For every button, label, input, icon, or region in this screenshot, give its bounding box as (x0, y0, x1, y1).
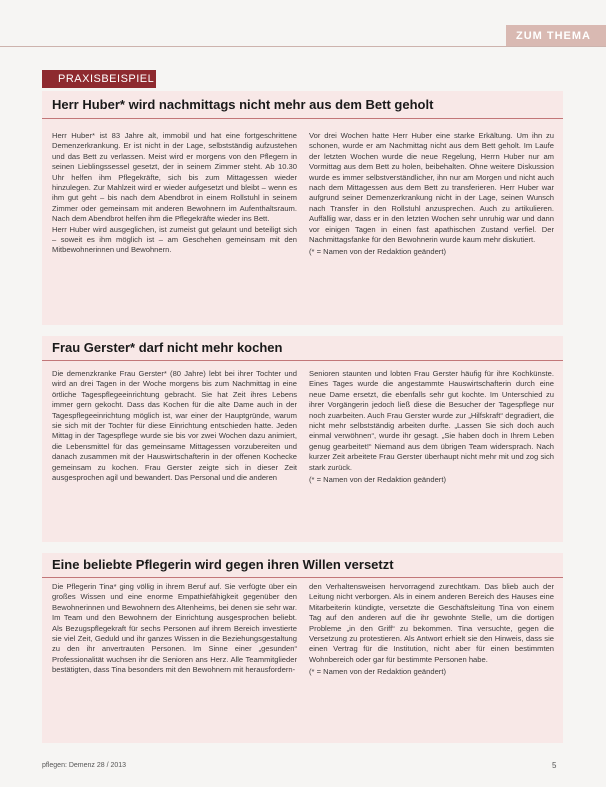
article-headline: Eine beliebte Pflegerin wird gegen ihren Willen versetzt (52, 557, 394, 572)
article-right-column (309, 582, 554, 740)
editor-note: (* = Namen von der Redaktion geändert) (309, 475, 446, 485)
article-left-column (52, 582, 297, 740)
headline-rule (42, 577, 563, 578)
article-paragraph: den Verhaltensweisen hervorragend zurechtkam. Das blieb auch der Leitung nicht verborgen. Als in einem anderen Bereich des Hauses eine Mitarbeiterin kündigte, versetzte die Geschäftsleitung Tina von einem Tag auf den anderen auf die ihr gewohnte Stelle, um die dortigen Probleme „in den Griff“ zu bekommen. Tina versuchte, gegen die Versetzung zu protestieren. Als Antwort erhielt sie den Hinweis, dass sie einen Vertrag für die Institution, nicht aber für einen bestimmten Wohnbereich oder gar für bestimmte Personen habe. (309, 582, 554, 664)
article-paragraph: Die demenzkranke Frau Gerster* (80 Jahre) lebt bei ihrer Tochter und wird an drei Tagen in der Woche morgens bis zum Nachmittag in eine örtliche Tagespflegeeinrichtung gebracht. Sie hat Zeit ihres Lebens immer gern gekocht. Dass das Kochen für die alte Dame auch in der Tagespflegeeinrichtung möglich ist, war einer der Hauptgründe, warum sie sich mit der Tochter für diese Einrichtung entschieden hatte. Jeden Mittag in der Tagespflege wurde sie bis vor zwei Wochen dazu animiert, die Lebensmittel für das gemeinsame Mittagessen vorzubereiten und danach zusammen mit der Hauswirtschafterin in der offenen Kochecke gemeinsam zu kochen. Frau Gerster zeigte sich in dieser Zeit ausgesprochen agil und bewandert. Das Personal und die anderen (52, 369, 297, 483)
article-left-column (52, 131, 297, 321)
footer-publication: pflegen: Demenz 28 / 2013 (42, 762, 127, 769)
headline-rule (42, 360, 563, 361)
article-headline: Frau Gerster* darf nicht mehr kochen (52, 340, 283, 355)
section-label: ZUM THEMA (516, 30, 591, 42)
headline-rule (42, 118, 563, 119)
article-headline: Herr Huber* wird nachmittags nicht mehr aus dem Bett geholt (52, 97, 434, 112)
article-paragraph: Herr Huber wird ausgeglichen, ist zumeist gut gelaunt und beteiligt sich – soweit es ihm möglich ist – am Geschehen gemeinsam mit den Mitbewohnerinnen und Bewohnern. (52, 224, 297, 255)
article-left-column (52, 369, 297, 539)
article-box-huber (42, 91, 563, 325)
article-paragraph: Senioren staunten und lobten Frau Gerster häufig für ihre Kochkünste. Eines Tages wurde die angestammte Hauswirtschafterin durch eine neue Dame ersetzt, die ebenfalls sehr gut kochte. Im Unterschied zu ihrer Vorgängerin jedoch ließ diese die Besucher der Tagespflege nur noch zuarbeiten. Auch Frau Gerster wurde zur „Hilfskraft“ degradiert, die nicht mehr selbstständig arbeiten durfte. „Lassen Sie sich doch auch einmal verwöhnen“, wurde ihr gesagt. „Sie haben doch in Ihrem Leben genug gearbeitet!“ Niemand aus dem übrigen Team widersprach. Nach kurzer Zeit arbeitete Frau Gerster überhaupt nicht mehr mit und zog sich stark zurück. (309, 369, 554, 472)
article-right-column (309, 369, 554, 539)
article-paragraph: Vor drei Wochen hatte Herr Huber eine starke Erkältung. Um ihn zu schonen, wurde er am Nachmittag nicht aus dem Bett geholt. Im Laufe der letzten Wochen wurde die neue Regelung, Herrn Huber nur am Vormittag aus dem Bett zu holen, beibehalten. Ohne weitere Diskussion wurde es immer selbstverständlicher, ihn nur am Morgen und nicht auch nach dem Mittagessen aus dem Bett zu transferieren. Herr Huber war aufgrund seiner Demenzerkrankung nicht in der Lage, seinen Wunsch nach Transfer in den Rollstuhl anzusprechen. Auch zu artikulieren. Auffällig war, dass er in den letzten Wochen sehr unruhig war und dann vor einigen Tagen in einen fast apathischen Zustand verfiel. Der Nachmittagsfanke für den Bewohnerin wurde kaum mehr diskutiert. (309, 131, 554, 245)
header-rule (0, 46, 606, 47)
praxisbeispiel-tag (42, 70, 156, 88)
editor-note: (* = Namen von der Redaktion geändert) (309, 667, 446, 677)
article-paragraph: Herr Huber* ist 83 Jahre alt, immobil und hat eine fortgeschrittene Demenzerkrankung. Er ist nicht in der Lage, selbstständig aufzustehen und das Bett zu verlassen. Meist wird er morgens von den Pflegern in seinen Lieblingssessel gesetzt, der in seinem Zimmer steht. Ab 10.30 Uhr helfen ihm Pflegekräfte, sich bis zum Mittagessen wieder hinzulegen. Zur Mahlzeit wird er wieder aufgesetzt und bleibt – wenn es ihm gut geht – bis nach dem Abendbrot in einem Rollstuhl in seinem Zimmer oder gemeinsam mit anderen Bewohnern im Aufenthaltsraum. Nach dem Abendbrot helfen ihm die Pflegekräfte wieder ins Bett. (52, 131, 297, 224)
article-right-column (309, 131, 554, 321)
article-box-tina (42, 553, 563, 743)
section-header (506, 25, 606, 47)
page-number: 5 (552, 761, 557, 770)
article-box-gerster (42, 336, 563, 542)
editor-note: (* = Namen von der Redaktion geändert) (309, 247, 446, 257)
article-paragraph: Die Pflegerin Tina* ging völlig in ihrem Beruf auf. Sie verfügte über ein großes Wissen und eine enorme Empathiefähigkeit gegenüber den Bewohnerinnen und Bewohnern des Altenheims, bei denen sie sehr war. Im Team und den Bewohnern der Einrichtung ausgesprochen beliebt. Als Bezugspflegekraft für sechs Personen auf ihrem Bereich investierte sie viel Zeit, Geduld und ihr ganzes Wissen in die Beziehungsgestaltung zu den ihr anvertrauten Personen. Im Sinne einer „gesunden“ Professionalität wuchsen ihr die Senioren ans Herz. Alle Teammitglieder bestätigten, dass Tina besonders mit den Bewohnern mit herausfordern- (52, 582, 297, 675)
tag-label: PRAXISBEISPIEL (58, 73, 155, 85)
